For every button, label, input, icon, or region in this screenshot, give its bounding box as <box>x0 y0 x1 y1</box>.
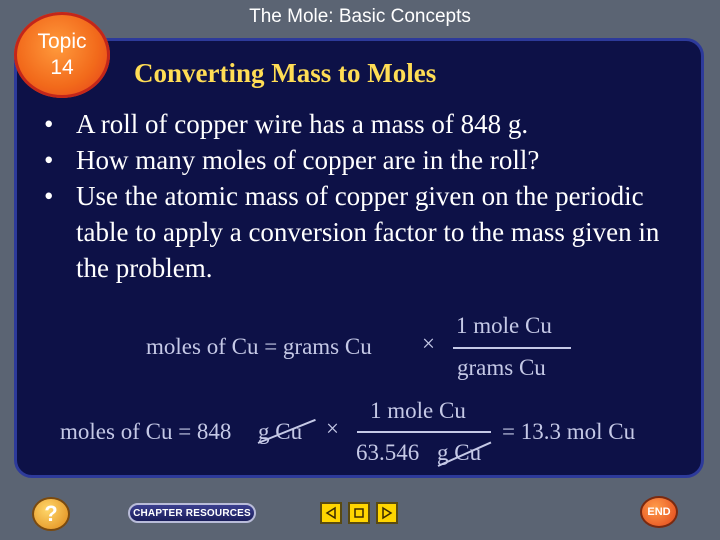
topic-badge <box>14 12 110 98</box>
bullet-text: Use the atomic mass of copper given on the periodic table to apply a conversion factor to the mass given in the problem. <box>76 181 660 283</box>
end-button[interactable]: END <box>640 496 678 528</box>
home-button[interactable] <box>348 502 370 524</box>
equation2-left-unit: g Cu <box>258 419 303 444</box>
topic-label: Topic <box>37 30 87 53</box>
bullet-list <box>42 106 682 286</box>
equation2-denominator-value: 63.546 <box>356 440 420 465</box>
equation2-numerator: 1 mole Cu <box>370 398 466 423</box>
equation2-times: × <box>326 416 339 441</box>
equation2-left: moles of Cu = 848 <box>60 419 232 444</box>
home-icon <box>352 506 366 520</box>
bullet-item <box>42 106 682 142</box>
equation1-numerator: 1 mole Cu <box>456 313 552 338</box>
arrow-right-icon <box>380 506 394 520</box>
equation1-left: moles of Cu = grams Cu <box>146 334 372 359</box>
previous-button[interactable] <box>320 502 342 524</box>
bullet-dot: • <box>44 109 54 139</box>
equation2-fraction-bar <box>357 431 491 433</box>
slide-title: Converting Mass to Moles <box>134 58 437 88</box>
bullet-item <box>42 142 682 178</box>
equation1-denominator: grams Cu <box>457 355 546 380</box>
bullet-text: A roll of copper wire has a mass of 848 g. <box>76 109 529 139</box>
help-button[interactable]: ? <box>32 497 70 531</box>
header-title: The Mole: Basic Concepts <box>249 6 471 27</box>
topic-number: 14 <box>50 56 74 79</box>
equation2-result: = 13.3 mol Cu <box>502 419 636 444</box>
bullet-dot: • <box>44 145 54 175</box>
equation1-fraction-bar <box>453 347 571 349</box>
bullet-dot: • <box>44 181 54 211</box>
equation1-times: × <box>422 331 435 356</box>
chapter-resources-button[interactable]: CHAPTER RESOURCES <box>128 503 256 523</box>
bullet-text: How many moles of copper are in the roll? <box>76 145 540 175</box>
equation2-denominator-unit: g Cu <box>437 440 482 465</box>
bullet-item <box>42 178 682 286</box>
arrow-left-icon <box>324 506 338 520</box>
next-button[interactable] <box>376 502 398 524</box>
